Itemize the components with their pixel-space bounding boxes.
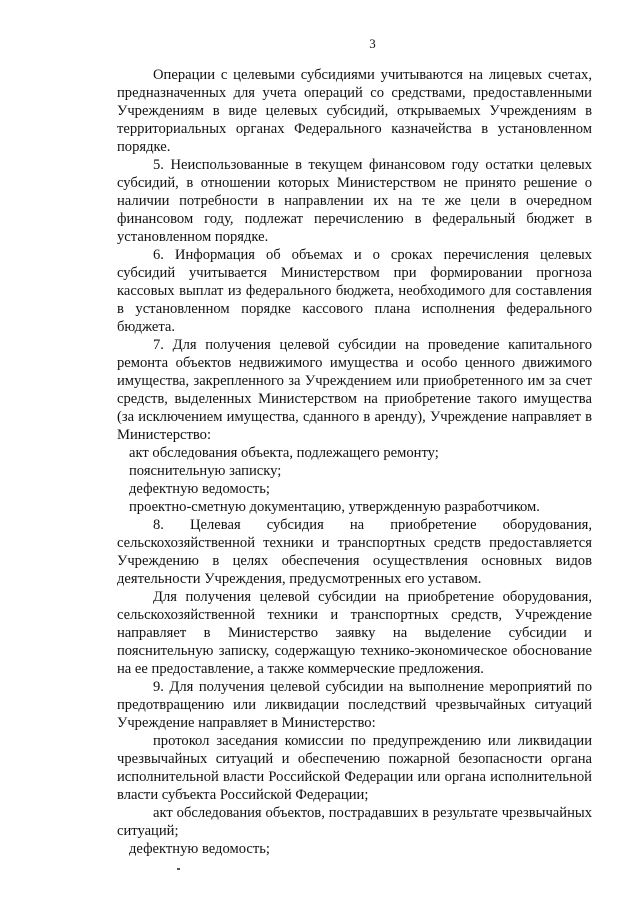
scan-artifact-mark bbox=[177, 868, 180, 870]
page-number: 3 bbox=[369, 36, 376, 51]
paragraph-5-unused-balances: 5. Неиспользованные в текущем финансовом году остатки целевых субсидий, в отношении которых Министерством не принято решение о наличии потребности в направлении их на те же цели в очередном финансовом году, подлежат перечислению в федеральный бюджет в установленном порядке. bbox=[117, 157, 592, 245]
list-item-defect-statement: дефектную ведомость; bbox=[129, 481, 270, 497]
list-item-damaged-objects-act: акт обследования объектов, пострадавших в результате чрезвычайных ситуаций; bbox=[117, 805, 592, 839]
paragraph-operations-accounting: Операции с целевыми субсидиями учитываются на лицевых счетах, предназначенных для учета операций со средствами, предоставленными Учреждениям в виде целевых субсидий, открываемых Учреждениям в территориальных органах Федерального казначейства в установленном порядке. bbox=[117, 67, 592, 155]
list-item-defect-statement-2: дефектную ведомость; bbox=[129, 841, 270, 857]
paragraph-7-capital-repair: 7. Для получения целевой субсидии на проведение капитального ремонта объектов недвижимого имущества и особо ценного движимого имущества, закрепленного за Учреждением или приобретенного им за счет средств, выделенных Министерством на приобретение такого имущества (за исключением имущества, сданного в аренду), Учреждение направляет в Министерство: bbox=[117, 337, 592, 443]
paragraph-8-equipment-subsidy: 8. Целевая субсидия на приобретение оборудования, сельскохозяйственной техники и транспортных средств предоставляется Учреждению в целях обеспечения осуществления основных видов деятельности Учреждения, предусмотренных его уставом. bbox=[117, 517, 592, 587]
list-item-design-estimate: проектно-сметную документацию, утвержденную разработчиком. bbox=[129, 499, 540, 515]
document-body bbox=[117, 66, 592, 858]
paragraph-9-emergency-subsidy: 9. Для получения целевой субсидии на выполнение мероприятий по предотвращению или ликвидации последствий чрезвычайных ситуаций Учреждение направляет в Министерство: bbox=[117, 679, 592, 731]
list-item-commission-protocol: протокол заседания комиссии по предупреждению или ликвидации чрезвычайных ситуаций и обеспечению пожарной безопасности органа исполнительной власти Российской Федерации или органа исполнительной власти субъекта Российской Федерации; bbox=[117, 733, 592, 803]
list-item-inspection-act: акт обследования объекта, подлежащего ремонту; bbox=[129, 445, 439, 461]
paragraph-6-forecast-info: 6. Информация об объемах и о сроках перечисления целевых субсидий учитывается Министерством при формировании прогноза кассовых выплат из федерального бюджета, необходимого для составления в установленном порядке кассового плана исполнения федерального бюджета. bbox=[117, 247, 592, 335]
list-item-explanatory-note: пояснительную записку; bbox=[129, 463, 282, 479]
paragraph-equipment-application: Для получения целевой субсидии на приобретение оборудования, сельскохозяйственной техники и транспортных средств, Учреждение направляет в Министерство заявку на выделение субсидии и пояснительную записку, содержащую технико-экономическое обоснование на ее предоставление, а также коммерческие предложения. bbox=[117, 589, 592, 677]
